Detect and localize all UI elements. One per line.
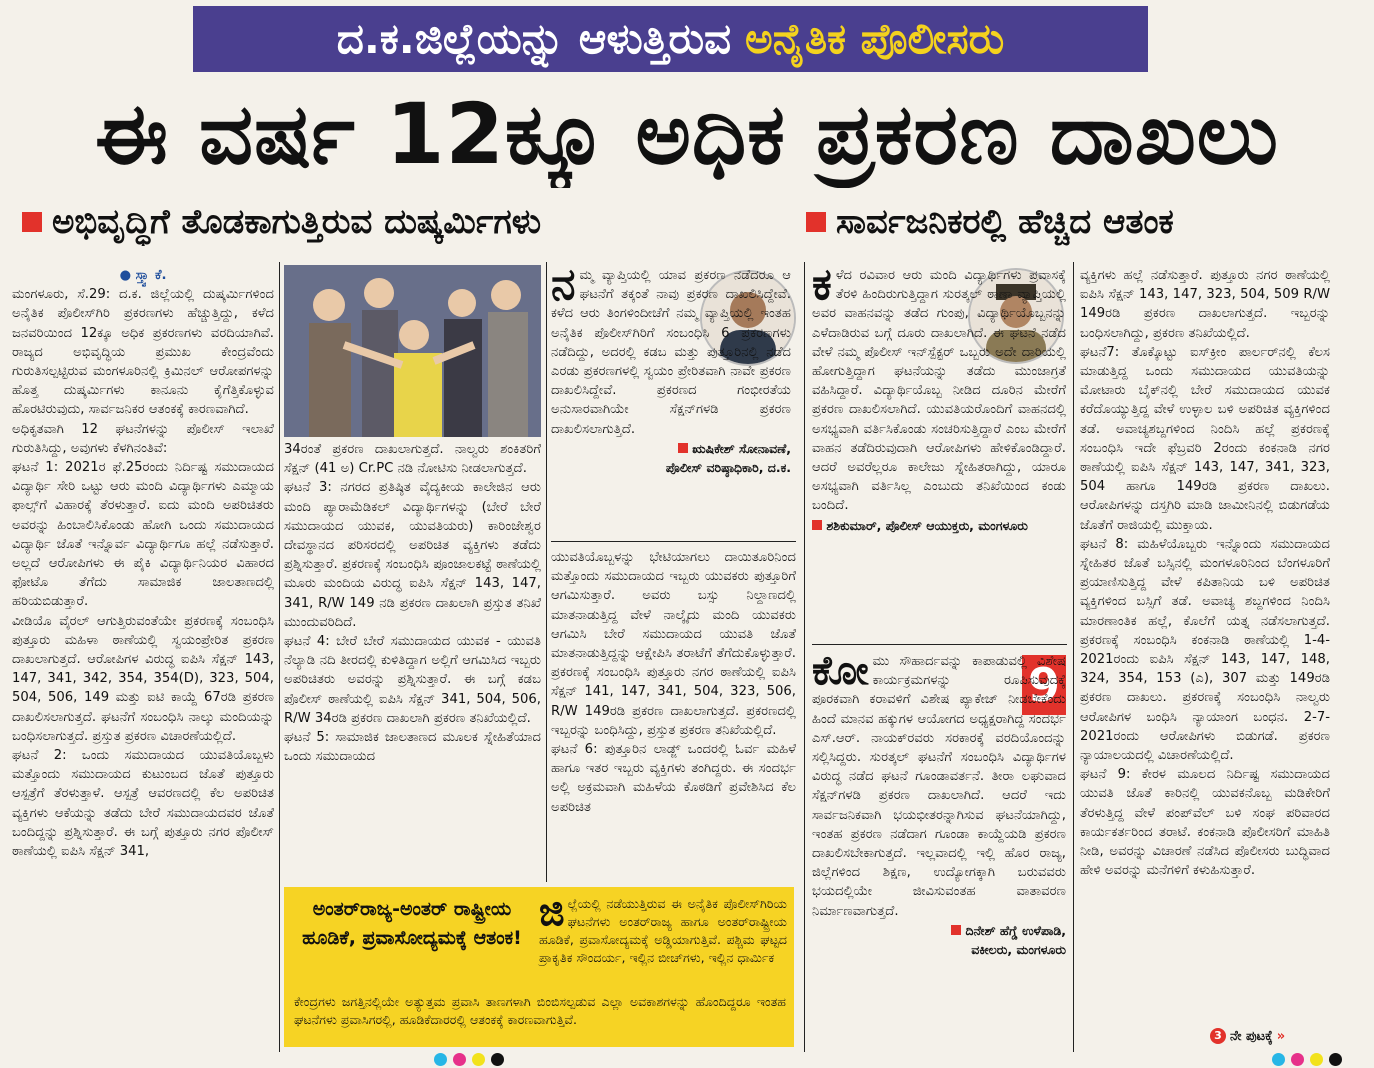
column-divider <box>546 262 547 882</box>
kicker-text: ದ.ಕ.ಜಿಲ್ಲೆಯನ್ನು ಆಳುತ್ತಿರುವ <box>336 14 732 63</box>
quote-signature-title: ವಕೀಲರು, ಮಂಗಳೂರು <box>971 942 1066 958</box>
cyan-dot-icon <box>1272 1053 1285 1066</box>
page-number-badge: 3 <box>1210 1028 1226 1044</box>
quote-badge: 9 <box>1022 655 1066 715</box>
paragraph: ಘಟನೆ 4: ಬೇರೆ ಬೇರೆ ಸಮುದಾಯದ ಯುವಕ - ಯುವತಿ ನೆಲ್ಯಾಡಿ ನದಿ ತೀರದಲ್ಲಿ ಕುಳಿತಿದ್ದಾಗ ಅಲ್ಲಿಗೆ ಆಗಮಿಸಿದ ಇಬ್ಬರು ಅಪರಿಚಿತರು ಅವರನ್ನು ಪ್ರಶ್ನಿಸುತ್ತಾರೆ. ಈ ಬಗ್ಗೆ ಕಡಬ ಪೊಲೀಸ್ ಠಾಣೆಯಲ್ಲಿ ಐಪಿಸಿ ಸೆಕ್ಷನ್ 341, 504, 506, R/W 34ರಡಿ ಪ್ರಕರಣ ದಾಖಲಾಗಿ ಪ್ರಕರಣ ತನಿಖೆಯಲ್ಲಿದೆ. <box>284 634 541 726</box>
continued-label: ನೇ ಪುಟಕ್ಕೆ <box>1230 1028 1273 1044</box>
red-square-icon <box>951 925 961 935</box>
paragraph: ಘಟನೆ 3: ನಗರದ ಪ್ರತಿಷ್ಠಿತ ವೈದ್ಯಕೀಯ ಕಾಲೇಜಿನ ಆರು ಮಂದಿ ಪ್ಯಾರಾಮೆಡಿಕಲ್ ವಿದ್ಯಾರ್ಥಿಗಳನ್ನು (ಬೇರೆ ಬೇರೆ ಸಮುದಾಯದ ಯುವಕ, ಯುವತಿಯರು) ಕಾರಿಂಜೇಶ್ವರ ದೇವಸ್ಥಾನದ ಪರಿಸರದಲ್ಲಿ ಅಪರಿಚಿತ ವ್ಯಕ್ತಿಗಳು ತಡೆದು ಪ್ರಶ್ನಿಸುತ್ತಾರೆ. ಪ್ರಕರಣಕ್ಕೆ ಸಂಬಂಧಿಸಿ ಪೂಂಜಾಲಕಟ್ಟೆ ಠಾಣೆಯಲ್ಲಿ ಮೂರು ಮಂದಿಯ ವಿರುದ್ಧ ಐಪಿಸಿ ಸೆಕ್ಷನ್ 143, 147, 341, R/W 149 ನಡಿ ಪ್ರಕರಣ ದಾಖಲಾಗಿ ಪ್ರಸ್ತುತ ತನಿಖೆ ಮುಂದುವರಿದಿದೆ. <box>284 480 541 630</box>
dropcap: ಜಿ <box>539 890 565 934</box>
illustration <box>284 265 541 437</box>
quote-signature: ಶಶಿಕುಮಾರ್, ಪೊಲೀಸ್ ಆಯುಕ್ತರು, ಮಂಗಳೂರು <box>826 517 1028 533</box>
registration-marks <box>1272 1053 1342 1066</box>
red-square-icon <box>806 212 826 232</box>
paragraph: ಘಟನೆ 1: 2021ರ ಫೆ.25ರಂದು ನಿರ್ದಿಷ್ಟ ಸಮುದಾಯದ ವಿದ್ಯಾರ್ಥಿ ಸೇರಿ ಒಟ್ಟು ಆರು ಮಂದಿ ವಿದ್ಯಾರ್ಥಿಗಳು ಎಮ್ಮಾಯ ಫಾಲ್ಸ್‌ಗೆ ವಿಹಾರಕ್ಕೆ ತೆರಳುತ್ತಾರೆ. ಐದು ಮಂದಿ ಅಪರಿಚಿತರು ಅವರನ್ನು ಹಿಂಬಾಲಿಸಿಕೊಂಡು ಹೋಗಿ ಒಂದು ಸಮುದಾಯದ ವಿದ್ಯಾರ್ಥಿ ಜೊತೆ ಇನ್ನೊರ್ವ ವಿದ್ಯಾರ್ಥಿಗೂ ಹಲ್ಲೆ ನಡೆಸುತ್ತಾರೆ. ಅಲ್ಲದೆ ಆರೋಪಿಗಳು ಈ ಪೈಕಿ ವಿದ್ಯಾರ್ಥಿನಿಯರ ವಿಹಾರದ ಫೋಟೊ ತೆಗೆದು ಸಾಮಾಜಿಕ ಜಾಲತಾಣದಲ್ಲಿ ಹರಿಯಬಿಡುತ್ತಾರೆ. <box>12 460 274 610</box>
article-column-3 <box>551 548 796 880</box>
yellow-dot-icon <box>1310 1053 1323 1066</box>
subhead-left <box>22 198 792 246</box>
kicker-highlight: ಅನೈತಿಕ ಪೊಲೀಸರು <box>745 14 1005 63</box>
cyan-dot-icon <box>434 1053 447 1066</box>
subhead-right-text: ಸಾರ್ವಜನಿಕರಲ್ಲಿ ಹೆಚ್ಚಿದ ಆತಂಕ <box>836 202 1174 242</box>
dropcap: ಕ <box>812 266 832 310</box>
sidebar-box-heading: ಅಂತರ್‌ರಾಜ್ಯ-ಅಂತರ್ ರಾಷ್ಟ್ರೀಯ ಹೂಡಿಕೆ, ಪ್ರವಾಸೋದ್ಯಮಕ್ಕೆ ಆತಂಕ! <box>302 898 522 949</box>
dropcap: ಕೋ <box>812 652 869 694</box>
paragraph: ಅಧಿಕೃತವಾಗಿ 12 ಘಟನೆಗಳನ್ನು ಪೊಲೀಸ್ ಇಲಾಖೆ ಗುರುತಿಸಿದ್ದು, ಅವುಗಳು ಕೆಳಗಿನಂತಿವೆ: <box>12 421 274 456</box>
quote-text: ಮು ಸೌಹಾರ್ದವನ್ನು ಕಾಪಾಡುವಲ್ಲಿ ವಿಶೇಷ ಕಾರ್ಯಕ್ರಮಗಳನ್ನು ರೂಪಿಸುವುದಕ್ಕೆ ಪೂರಕವಾಗಿ ಕರಾವಳಿಗೆ ವಿಶೇಷ ಪ್ಯಾಕೇಜ್ ನೀಡಬೇಕೆಂದು ಹಿಂದೆ ಮಾನವ ಹಕ್ಕುಗಳ ಆಯೋಗದ ಅಧ್ಯಕ್ಷರಾಗಿದ್ದ ಸಂದರ್ಭ ಎಸ್.ಆರ್. ನಾಯಕ್‌ರವರು ಸರಕಾರಕ್ಕೆ ವರದಿಯೊಂದನ್ನು ಸಲ್ಲಿಸಿದ್ದರು. ಸುರತ್ಕಲ್ ಘಟನೆಗೆ ಸಂಬಂಧಿಸಿ ವಿದ್ಯಾರ್ಥಿಗಳ ವಿರುದ್ಧ ನಡೆದ ಘಟನೆ ಗೂಂಡಾವರ್ತನೆ. ತೀರಾ ಲಘುವಾದ ಸೆಕ್ಷನ್‌ಗಳಡಿ ಪ್ರಕರಣ ದಾಖಲಾಗಿದೆ. ಆದರೆ ಇದು ಸಾರ್ವಜನಿಕವಾಗಿ ಭಯಭೀತರನ್ನಾಗಿಸುವ ಘಟನೆಯಾಗಿದ್ದು, ಇಂತಹ ಪ್ರಕರಣ ನಡೆದಾಗ ಗೂಂಡಾ ಕಾಯ್ದೆಯಡಿ ಪ್ರಕರಣ ದಾಖಲಿಸಬೇಕಾಗುತ್ತದೆ. ಇಲ್ಲವಾದಲ್ಲಿ ಇಲ್ಲಿ ಹೊರ ರಾಜ್ಯ, ಜಿಲ್ಲೆಗಳಿಂದ ಶಿಕ್ಷಣ, ಉದ್ಯೋಗಕ್ಕಾಗಿ ಬರುವವರು ಭಯದಲ್ಲಿಯೇ ಜೀವಿಸುವಂತಹ ವಾತಾವರಣ ನಿರ್ಮಾಣವಾಗುತ್ತದೆ. <box>812 654 1066 919</box>
yellow-dot-icon <box>472 1053 485 1066</box>
section-divider <box>812 644 1067 645</box>
paragraph: ಘಟನೆ 8: ಮಹಿಳೆಯೊಬ್ಬರು ಇನ್ನೊಂದು ಸಮುದಾಯದ ಸ್ನೇಹಿತರ ಜೊತೆ ಬಸ್ಸಿನಲ್ಲಿ ಮಂಗಳೂರಿನಿಂದ ಬೆಂಗಳೂರಿಗೆ ಪ್ರಯಾಣಿಸುತ್ತಿದ್ದ ವೇಳೆ ಕಪಿತಾನಿಯ ಬಳಿ ಅಪರಿಚಿತ ವ್ಯಕ್ತಿಗಳಿಂದ ಬಸ್ಸಿಗೆ ತಡೆ. ಅವಾಚ್ಯ ಶಬ್ದಗಳಿಂದ ನಿಂದಿಸಿ ಮಾರಣಾಂತಿಕ ಹಲ್ಲೆ, ಕೊಲೆಗೆ ಯತ್ನ ನಡೆಸಲಾಗುತ್ತದೆ. ಪ್ರಕರಣಕ್ಕೆ ಸಂಬಂಧಿಸಿ ಕಂಕನಾಡಿ ಠಾಣೆಯಲ್ಲಿ 1-4-2021ರಂದು ಐಪಿಸಿ ಸೆಕ್ಷನ್ 143, 147, 148, 324, 354, 153 (ಎ), 307 ಮತ್ತು 149ರಡಿ ಪ್ರಕರಣ ದಾಖಲು. ಪ್ರಕರಣಕ್ಕೆ ಸಂಬಂಧಿಸಿ ನಾಲ್ವರು ಆರೋಪಿಗಳ ಬಂಧಿಸಿ ನ್ಯಾಯಾಂಗ ಬಂಧನ. 2-7-2021ರಂದು ಆರೋಪಿಗಳು ಬಿಡುಗಡೆ. ಪ್ರಕರಣ ನ್ಯಾಯಾಲಯದಲ್ಲಿ ವಿಚಾರಣೆಯಲ್ಲಿದೆ. <box>1080 536 1330 764</box>
crowd-illustration-icon <box>284 265 541 437</box>
dropcap: ನ <box>551 266 576 310</box>
paragraph: ವ್ಯಕ್ತಿಗಳು ಹಲ್ಲೆ ನಡೆಸುತ್ತಾರೆ. ಪುತ್ತೂರು ನಗರ ಠಾಣೆಯಲ್ಲಿ ಐಪಿಸಿ ಸೆಕ್ಷನ್ 143, 147, 323, 504, 509 R/W 149ರಡಿ ಪ್ರಕರಣ ದಾಖಲಾಗುತ್ತದೆ. ಇಬ್ಬರನ್ನು ಬಂಧಿಸಲಾಗಿದ್ದು, ಪ್ರಕರಣ ತನಿಖೆಯಲ್ಲಿದೆ. <box>1080 268 1330 341</box>
paragraph: ಮಂಗಳೂರು, ಸೆ.29: ದ.ಕ. ಜಿಲ್ಲೆಯಲ್ಲಿ ದುಷ್ಕರ್ಮಿಗಳಿಂದ ಅನೈತಿಕ ಪೊಲೀಸ್‌ಗಿರಿ ಪ್ರಕರಣಗಳು ಹೆಚ್ಚುತ್ತಿದ್ದು, ಕಳೆದ ಜನವರಿಯಿಂದ 12ಕ್ಕೂ ಅಧಿಕ ಪ್ರಕರಣಗಳು ವರದಿಯಾಗಿವೆ. ರಾಜ್ಯದ ಅಭಿವೃದ್ಧಿಯ ಪ್ರಮುಖ ಕೇಂದ್ರವೆಂದು ಗುರುತಿಸಲ್ಪಟ್ಟಿರುವ ಮಂಗಳೂರಿನಲ್ಲಿ ಕ್ರಿಮಿನಲ್ ಆರೋಪಗಳನ್ನು ಹೊತ್ತ ದುಷ್ಕರ್ಮಿಗಳು ಕಾನೂನು ಕೈಗೆತ್ತಿಕೊಳ್ಳುವ ಹೊರಟಿರುವುದು, ಸಾರ್ವಜನಿಕರ ಆತಂಕಕ್ಕೆ ಕಾರಣವಾಗಿದೆ. <box>12 287 274 418</box>
arrow-right-icon: » <box>1276 1028 1286 1044</box>
red-square-icon <box>812 520 822 530</box>
red-square-icon <box>22 212 42 232</box>
paragraph: 34ರಂತೆ ಪ್ರಕರಣ ದಾಖಲಾಗುತ್ತದೆ. ನಾಲ್ವರು ಶಂಕಿತರಿಗೆ ಸೆಕ್ಷನ್ (41 ಅ) Cr.PC ನಡಿ ನೋಟಿಸು ನೀಡಲಾಗುತ್ತದೆ. <box>284 442 541 477</box>
quote-signature: ಋಷಿಕೇಶ್ ಸೋನಾವಣೆ, <box>692 440 791 456</box>
sidebar-box-bottom-text: ಕೇಂದ್ರಗಳು ಜಗತ್ತಿನಲ್ಲಿಯೇ ಅತ್ಯುತ್ತಮ ಪ್ರವಾಸಿ ತಾಣಗಳಾಗಿ ಬಿಂಬಿಸಲ್ಪಡುವ ಎಲ್ಲಾ ಅವಕಾಶಗಳನ್ನು ಹೊಂದಿದ್ದರೂ ಇಂತಹ ಘಟನೆಗಳು ಪ್ರವಾಸಿಗರಲ್ಲಿ, ಹೂಡಿಕೆದಾರರಲ್ಲಿ ಆತಂಕಕ್ಕೆ ಕಾರಣವಾಗುತ್ತಿವೆ. <box>294 994 786 1027</box>
paragraph: ವೀಡಿಯೊ ವೈರಲ್ ಆಗುತ್ತಿರುವಂತೆಯೇ ಪ್ರಕರಣಕ್ಕೆ ಸಂಬಂಧಿಸಿ ಪುತ್ತೂರು ಮಹಿಳಾ ಠಾಣೆಯಲ್ಲಿ ಸ್ವಯಂಪ್ರೇರಿತ ಪ್ರಕರಣ ದಾಖಲಾಗುತ್ತದೆ. ಆರೋಪಿಗಳ ವಿರುದ್ಧ ಐಪಿಸಿ ಸೆಕ್ಷನ್ 143, 147, 341, 342, 354, 354(D), 323, 504, 504, 506, 149 ಮತ್ತು ಐಟಿ ಕಾಯ್ದೆ 67ರಡಿ ಪ್ರಕರಣ ದಾಖಲಿಸಲಾಗುತ್ತದೆ. ಘಟನೆಗೆ ಸಂಬಂಧಿಸಿ ನಾಲ್ಕು ಮಂದಿಯನ್ನು ಬಂಧಿಸಲಾಗುತ್ತದೆ. ಪ್ರಸ್ತುತ ಪ್ರಕರಣ ವಿಚಾರಣೆಯಲ್ಲಿದೆ. <box>12 613 274 744</box>
column-divider <box>279 262 280 1052</box>
registration-marks <box>434 1053 504 1066</box>
article-column-5 <box>1080 266 1330 1026</box>
quote-signature-title: ಪೊಲೀಸ್ ವರಿಷ್ಠಾಧಿಕಾರಿ, ದ.ಕ. <box>665 460 791 476</box>
paragraph: ಘಟನೆ 9: ಕೇರಳ ಮೂಲದ ನಿರ್ದಿಷ್ಟ ಸಮುದಾಯದ ಯುವತಿ ಜೊತೆ ಕಾರಿನಲ್ಲಿ ಯುವಕನೊಬ್ಬ ಮಡಿಕೇರಿಗೆ ತೆರಳುತ್ತಿದ್ದ ವೇಳೆ ಪಂಪ್‌ವೆಲ್ ಬಳಿ ಸಂಘ ಪರಿವಾರದ ಕಾರ್ಯಕರ್ತರಿಂದ ತರಾಟೆ. ಕಂಕನಾಡಿ ಪೊಲೀಸರಿಗೆ ಮಾಹಿತಿ ನೀಡಿ, ಅವರನ್ನು ವಿಚಾರಣೆ ನಡೆಸಿದ ಪೊಲೀಸರು ಬುದ್ಧಿವಾದ ಹೇಳಿ ಅವರನ್ನು ಮನೆಗಳಿಗೆ ಕಳುಹಿಸುತ್ತಾರೆ. <box>1080 767 1330 879</box>
article-column-2 <box>284 440 541 880</box>
article-column-1 <box>12 266 274 1044</box>
section-divider <box>551 541 796 542</box>
black-dot-icon <box>491 1053 504 1066</box>
main-headline: ಈ ವರ್ಷ 12ಕ್ಕೂ ಅಧಿಕ ಪ್ರಕರಣ ದಾಖಲು <box>95 85 1279 183</box>
magenta-dot-icon <box>453 1053 466 1066</box>
quote-text: ಳೆದ ರವಿವಾರ ಆರು ಮಂದಿ ವಿದ್ಯಾರ್ಥಿಗಳು ಪ್ರವಾಸಕ್ಕೆ ತೆರಳಿ ಹಿಂದಿರುಗುತ್ತಿದ್ದಾಗ ಸುರತ್ಕಲ್ ಠಾಣಾ ವ್ಯಾಪ್ತಿಯಲ್ಲಿ ಅವರ ವಾಹನವನ್ನು ತಡೆದ ಗುಂಪು, ವಿದ್ಯಾರ್ಥಿಯೊಬ್ಬನನ್ನು ಎಳೆದಾಡಿರುವ ಬಗ್ಗೆ ದೂರು ದಾಖಲಾಗಿದೆ. ಈ ಘಟನೆ ನಡೆದ ವೇಳೆ ನಮ್ಮ ಪೊಲೀಸ್ ಇನ್‌ಸ್ಪೆಕ್ಟರ್ ಒಬ್ಬರು ಅದೇ ದಾರಿಯಲ್ಲಿ ಹೋಗುತ್ತಿದ್ದಾಗ ಘಟನೆಯನ್ನು ತಡೆದು ಮುಂಜಾಗ್ರತೆ ವಹಿಸಿದ್ದಾರೆ. ವಿದ್ಯಾರ್ಥಿಯೊಬ್ಬ ನೀಡಿದ ದೂರಿನ ಮೇರೆಗೆ ಪ್ರಕರಣ ದಾಖಲಿಸಲಾಗಿದೆ. ಯುವತಿಯರೊಂದಿಗೆ ವಾಹನದಲ್ಲಿ ಅಸಭ್ಯವಾಗಿ ವರ್ತಿಸಿಕೊಂಡು ಸಂಚರಿಸುತ್ತಿದ್ದಾರೆ ಎಂಬ ಮೇರೆಗೆ ವಾಹನ ತಡೆದಿರುವುದಾಗಿ ಆರೋಪಿಗಳು ಹೇಳಿಕೊಂಡಿದ್ದಾರೆ. ಆದರೆ ಅವರೆಲ್ಲರೂ ಕಾಲೇಜು ಸ್ನೇಹಿತರಾಗಿದ್ದು, ಯಾರೂ ಅಸಭ್ಯವಾಗಿ ವರ್ತಿಸಿಲ್ಲ ಎಂಬುದು ತನಿಖೆಯಿಂದ ಕಂಡು ಬಂದಿದೆ. <box>812 268 1066 514</box>
kicker-banner <box>193 6 1148 72</box>
advocate-quote <box>812 652 1066 1048</box>
subhead-left-text: ಅಭಿವೃದ್ಧಿಗೆ ತೊಡಕಾಗುತ್ತಿರುವ ದುಷ್ಕರ್ಮಿಗಳು <box>52 202 542 242</box>
column-divider <box>1073 262 1074 1052</box>
paragraph: ಘಟನೆ 5: ಸಾಮಾಜಿಕ ಜಾಲತಾಣದ ಮೂಲಕ ಸ್ನೇಹಿತೆಯಾದ ಒಂದು ಸಮುದಾಯದ <box>284 730 541 765</box>
byline: ● ಸ್ತ್ವಾ ಕೆ. <box>119 268 167 283</box>
sidebar-box-text: ಜಿಲ್ಲೆಯಲ್ಲಿ ನಡೆಯುತ್ತಿರುವ ಈ ಅನೈತಿಕ ಪೊಲೀಸ್‌ಗಿರಿಯ ಘಟನೆಗಳು ಅಂತರ್‌ರಾಜ್ಯ ಹಾಗೂ ಅಂತರ್‌ರಾಷ್ಟ್ರೀಯ ಹೂಡಿಕೆ, ಪ್ರವಾಸೋದ್ಯಮಕ್ಕೆ ಅಡ್ಡಿಯಾಗುತ್ತಿವೆ. ಪಶ್ಚಿಮ ಘಟ್ಟದ ಪ್ರಾಕೃತಿಕ ಸೌಂದರ್ಯ, ಇಲ್ಲಿನ ಬೀಚ್‌ಗಳು, ಇಲ್ಲಿನ ಧಾರ್ಮಿಕ <box>539 890 787 965</box>
red-square-icon <box>678 443 688 453</box>
quote-signature: ದಿನೇಶ್ ಹೆಗ್ಡೆ ಉಳೆಪಾಡಿ, <box>965 922 1066 938</box>
column-divider <box>804 262 805 1052</box>
sidebar-box <box>284 887 794 1047</box>
quote-text: ಮ್ಮ ವ್ಯಾಪ್ತಿಯಲ್ಲಿ ಯಾವ ಪ್ರಕರಣ ನಡೆದರೂ ಆ ಘಟನೆಗೆ ತಕ್ಕಂತೆ ನಾವು ಪ್ರಕರಣ ದಾಖಲಿಸಿದ್ದೇವೆ. ಕಳೆದ ಆರು ತಿಂಗಳಿಂದೀಚೆಗೆ ನಮ್ಮ ವ್ಯಾಪ್ತಿಯಲ್ಲಿ ಇಂತಹ ಅನೈತಿಕ ಪೊಲೀಸ್‌ಗಿರಿಗೆ ಸಂಬಂಧಿಸಿ 6 ಪ್ರಕರಣಗಳು ನಡೆದಿದ್ದು, ಅದರಲ್ಲಿ ಕಡಬ ಮತ್ತು ಪುತ್ತೂರಿನಲ್ಲಿ ನಡೆದ ಎರಡು ಪ್ರಕರಣಗಳಲ್ಲಿ ಸ್ವಯಂ ಪ್ರೇರಿತವಾಗಿ ನಾವೇ ಪ್ರಕರಣ ದಾಖಲಿಸಿದ್ದೇವೆ. ಪ್ರಕರಣದ ಗಂಭೀರತೆಯ ಅನುಸಾರವಾಗಿಯೇ ಸೆಕ್ಷನ್‌ಗಳಡಿ ಪ್ರಕರಣ ದಾಖಲಿಸಲಾಗುತ್ತಿದೆ. <box>551 268 791 437</box>
subhead-right <box>806 198 1366 246</box>
commissioner-quote <box>812 266 1066 636</box>
paragraph: ಘಟನೆ 6: ಪುತ್ತೂರಿನ ಲಾಡ್ಜ್ ಒಂದರಲ್ಲಿ ಓರ್ವ ಮಹಿಳೆ ಹಾಗೂ ಇತರ ಇಬ್ಬರು ವ್ಯಕ್ತಿಗಳು ತಂಗಿದ್ದರು. ಈ ಸಂದರ್ಭ ಅಲ್ಲಿ ಅಕ್ರಮವಾಗಿ ಮಹಿಳೆಯ ಕೊಠಡಿಗೆ ಪ್ರವೇಶಿಸಿದ ಕೆಲ ಅಪರಿಚಿತ <box>551 742 796 815</box>
sp-quote <box>551 266 791 528</box>
continued-on-page <box>1210 1028 1285 1044</box>
paragraph: ಘಟನೆ7: ತೊಕ್ಕೊಟ್ಟು ಐಸ್‌ಕ್ರೀಂ ಪಾರ್ಲರ್‌ನಲ್ಲಿ ಕೆಲಸ ಮಾಡುತ್ತಿದ್ದ ಒಂದು ಸಮುದಾಯದ ಯುವತಿಯನ್ನು ಮೋಟಾರು ಬೈಕ್‌ನಲ್ಲಿ ಬೇರೆ ಸಮುದಾಯದ ಯುವಕ ಕರೆದೊಯ್ಯುತ್ತಿದ್ದ ವೇಳೆ ಉಳ್ಳಾಲ ಬಳಿ ಅಪರಿಚಿತ ವ್ಯಕ್ತಿಗಳಿಂದ ತಡೆ. ಅವಾಚ್ಯಶಬ್ದಗಳಿಂದ ನಿಂದಿಸಿ ಹಲ್ಲೆ ಪ್ರಕರಣಕ್ಕೆ ಸಂಬಂಧಿಸಿ ಇದೇ ಫೆಬ್ರವರಿ 2ರಂದು ಕಂಕನಾಡಿ ನಗರ ಠಾಣೆಯಲ್ಲಿ ಐಪಿಸಿ ಸೆಕ್ಷನ್ 143, 147, 341, 323, 504 ಹಾಗೂ 149ರಡಿ ಪ್ರಕರಣ ದಾಖಲು. ಆರೋಪಿಗಳನ್ನು ದಸ್ತಗಿರಿ ಮಾಡಿ ಜಾಮೀನಿನಲ್ಲಿ ಬಿಡುಗಡೆಯ ಜೊತೆಗೆ ರಾಜಿಯಲ್ಲಿ ಮುಕ್ತಾಯ. <box>1080 344 1330 533</box>
black-dot-icon <box>1329 1053 1342 1066</box>
magenta-dot-icon <box>1291 1053 1304 1066</box>
paragraph: ಯುವತಿಯೊಬ್ಬಳನ್ನು ಭೇಟಿಯಾಗಲು ದಾಯಿತೂರಿನಿಂದ ಮತ್ತೊಂದು ಸಮುದಾಯದ ಇಬ್ಬರು ಯುವಕರು ಪುತ್ತೂರಿಗೆ ಆಗಮಿಸುತ್ತಾರೆ. ಅವರು ಬಸ್ಸು ನಿಲ್ದಾಣದಲ್ಲಿ ಮಾತನಾಡುತ್ತಿದ್ದ ವೇಳೆ ನಾಲ್ಕೈದು ಮಂದಿ ಯುವಕರು ಆಗಮಿಸಿ ಬೇರೆ ಸಮುದಾಯದ ಯುವತಿ ಜೊತೆ ಮಾತನಾಡುತ್ತಿದ್ದನ್ನು ಆಕ್ಷೇಪಿಸಿ ತರಾಟೆಗೆ ತೆಗೆದುಕೊಳ್ಳುತ್ತಾರೆ. ಪ್ರಕರಣಕ್ಕೆ ಸಂಬಂಧಿಸಿ ಪುತ್ತೂರು ನಗರ ಠಾಣೆಯಲ್ಲಿ ಐಪಿಸಿ ಸೆಕ್ಷನ್ 141, 147, 341, 504, 323, 506, R/W 149ರಡಿ ಪ್ರಕರಣ ದಾಖಲಾಗುತ್ತದೆ. ಪ್ರಕರಣದಲ್ಲಿ ಇಬ್ಬರನ್ನು ಬಂಧಿಸಿದ್ದು, ಪ್ರಸ್ತುತ ಪ್ರಕರಣ ತನಿಖೆಯಲ್ಲಿದೆ. <box>551 550 796 738</box>
paragraph: ಘಟನೆ 2: ಒಂದು ಸಮುದಾಯದ ಯುವತಿಯೊಬ್ಬಳು ಮತ್ತೊಂದು ಸಮುದಾಯದ ಕುಟುಂಬದ ಜೊತೆ ಪುತ್ತೂರು ಆಸ್ಪತ್ರೆಗೆ ತೆರಳುತ್ತಾಳೆ. ಆಸ್ಪತ್ರೆ ಆವರಣದಲ್ಲಿ ಕೆಲ ಅಪರಿಚಿತ ವ್ಯಕ್ತಿಗಳು ಆಕೆಯನ್ನು ತಡೆದು ಬೇರೆ ಸಮುದಾಯದವರ ಜೊತೆ ಬಂದಿದ್ದನ್ನು ಪ್ರಶ್ನಿಸುತ್ತಾರೆ. ಈ ಬಗ್ಗೆ ಪುತ್ತೂರು ನಗರ ಪೊಲೀಸ್ ಠಾಣೆಯಲ್ಲಿ ಐಪಿಸಿ ಸೆಕ್ಷನ್ 341, <box>12 748 274 860</box>
